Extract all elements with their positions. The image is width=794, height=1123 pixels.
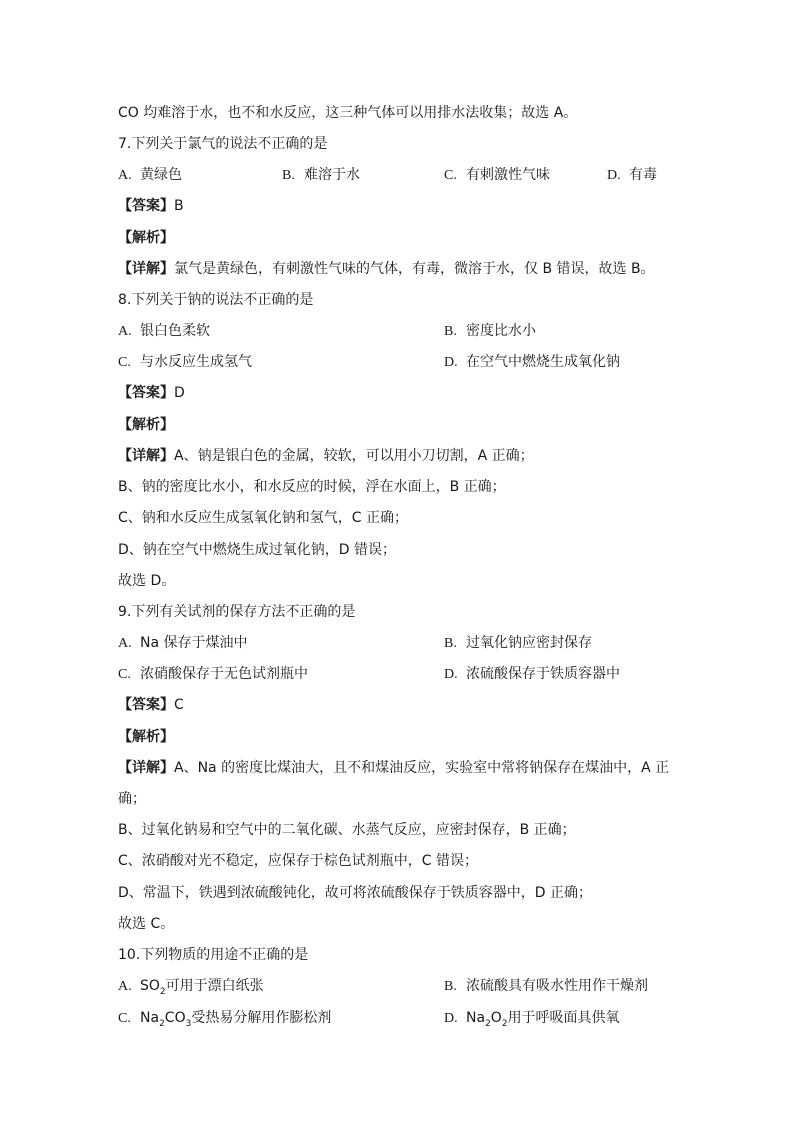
- q8-detail-line: C、钠和水反应生成氢氧化钠和氢气，C 正确；: [118, 510, 408, 526]
- q8-analysis-tag: 【解析】: [118, 417, 174, 433]
- q10-option-b: [444, 976, 648, 997]
- option-text: 有刺激性气味: [466, 167, 550, 183]
- option-letter: A.: [118, 168, 132, 183]
- option-letter: B.: [444, 636, 457, 651]
- detail-tag: 【详解】: [118, 448, 174, 464]
- option-letter: C.: [118, 667, 131, 682]
- option-letter: C.: [118, 1011, 131, 1026]
- option-letter: B.: [444, 979, 457, 994]
- option-text: 有毒: [629, 167, 657, 183]
- q8-detail: [118, 446, 534, 466]
- option-text: 密度比水小: [466, 323, 536, 339]
- q9-option-b: [444, 633, 592, 654]
- option-letter: C.: [118, 355, 131, 370]
- option-letter: B.: [444, 324, 457, 339]
- option-text: 浓硫酸具有吸水性用作干燥剂: [466, 978, 648, 994]
- q7-option-b: [282, 165, 360, 186]
- q8-conclusion: 故选 D。: [118, 573, 176, 589]
- q10-option-a: [118, 976, 264, 997]
- question-7-stem: 7.下列关于氯气的说法不正确的是: [118, 136, 328, 152]
- option-letter: D.: [444, 1011, 458, 1026]
- q9-detail-line: 确；: [118, 791, 146, 807]
- option-text: 黄绿色: [140, 167, 182, 183]
- q10-option-d: [444, 1008, 620, 1029]
- answer-value: D: [174, 385, 185, 401]
- q9-option-a: [118, 633, 248, 654]
- detail-text: A、Na 的密度比煤油大，且不和煤油反应，实验室中常将钠保存在煤油中，A 正: [174, 760, 670, 776]
- option-text: 受热易分解用作膨松剂: [191, 1010, 332, 1026]
- q9-detail: [118, 758, 669, 778]
- formula: $Na_2O_2$: [466, 1010, 508, 1029]
- q9-detail-line: C、浓硝酸对光不稳定，应保存于棕色试剂瓶中，C 错误；: [118, 853, 478, 869]
- formula: $Na_2CO_3$: [140, 1010, 192, 1029]
- formula: $SO_2$: [140, 978, 166, 997]
- q8-answer: [118, 383, 185, 403]
- option-text: 与水反应生成氢气: [140, 354, 252, 370]
- text-line: CO 均难溶于水，也不和水反应，这三种气体可以用排水法收集；故选 A。: [118, 105, 578, 121]
- q8-option-c: [118, 352, 252, 373]
- option-text: 浓硝酸保存于无色试剂瓶中: [140, 666, 308, 682]
- q7-option-d: [607, 165, 657, 186]
- q8-option-b: [444, 321, 536, 342]
- q7-option-a: [118, 165, 182, 186]
- option-letter: A.: [118, 636, 132, 651]
- q7-answer: [118, 196, 184, 216]
- q9-conclusion: 故选 C。: [118, 916, 175, 932]
- detail-tag: 【详解】: [118, 760, 174, 776]
- option-text: 银白色柔软: [140, 323, 210, 339]
- option-letter: D.: [607, 168, 621, 183]
- answer-tag: 【答案】: [118, 385, 174, 401]
- question-8-stem: 8.下列关于钠的说法不正确的是: [118, 292, 314, 308]
- q9-detail-line: D、常温下，铁遇到浓硫酸钝化，故可将浓硫酸保存于铁质容器中，D 正确；: [118, 885, 593, 901]
- answer-tag: 【答案】: [118, 697, 174, 713]
- detail-tag: 【详解】: [118, 261, 174, 277]
- answer-value: C: [174, 697, 184, 713]
- answer-tag: 【答案】: [118, 198, 174, 214]
- q9-option-c: [118, 664, 308, 685]
- q8-option-d: [444, 352, 620, 373]
- detail-text: 氯气是黄绿色，有刺激性气味的气体，有毒，微溶于水，仅 B 错误，故选 B。: [174, 261, 655, 277]
- q9-answer: [118, 695, 184, 715]
- q8-detail-line: D、钠在空气中燃烧生成过氧化钠，D 错误；: [118, 542, 397, 558]
- detail-text: A、钠是银白色的金属，较软，可以用小刀切割，A 正确；: [174, 448, 534, 464]
- option-text: 难溶于水: [304, 167, 360, 183]
- q7-option-c: [444, 165, 550, 186]
- option-text: 浓硫酸保存于铁质容器中: [466, 666, 620, 682]
- q9-option-d: [444, 664, 620, 685]
- q7-analysis-tag: 【解析】: [118, 230, 174, 246]
- q7-detail: [118, 259, 655, 279]
- q9-detail-line: B、过氧化钠易和空气中的二氧化碳、水蒸气反应，应密封保存，B 正确；: [118, 822, 576, 838]
- option-letter: D.: [444, 667, 458, 682]
- q8-detail-line: B、钠的密度比水小，和水反应的时候，浮在水面上，B 正确；: [118, 479, 506, 495]
- option-text: 可用于漂白纸张: [165, 978, 264, 994]
- option-text: 在空气中燃烧生成氧化钠: [466, 354, 620, 370]
- q9-analysis-tag: 【解析】: [118, 729, 174, 745]
- option-text: 用于呼吸面具供氧: [507, 1010, 620, 1026]
- option-letter: D.: [444, 355, 458, 370]
- option-text: Na 保存于煤油中: [140, 635, 248, 651]
- option-letter: A.: [118, 979, 132, 994]
- question-10-stem: 10.下列物质的用途不正确的是: [118, 947, 309, 963]
- q10-option-c: [118, 1008, 331, 1029]
- option-text: 过氧化钠应密封保存: [466, 635, 592, 651]
- question-9-stem: 9.下列有关试剂的保存方法不正确的是: [118, 604, 356, 620]
- option-letter: C.: [444, 168, 457, 183]
- option-letter: B.: [282, 168, 295, 183]
- q8-option-a: [118, 321, 210, 342]
- answer-value: B: [174, 198, 184, 214]
- option-letter: A.: [118, 324, 132, 339]
